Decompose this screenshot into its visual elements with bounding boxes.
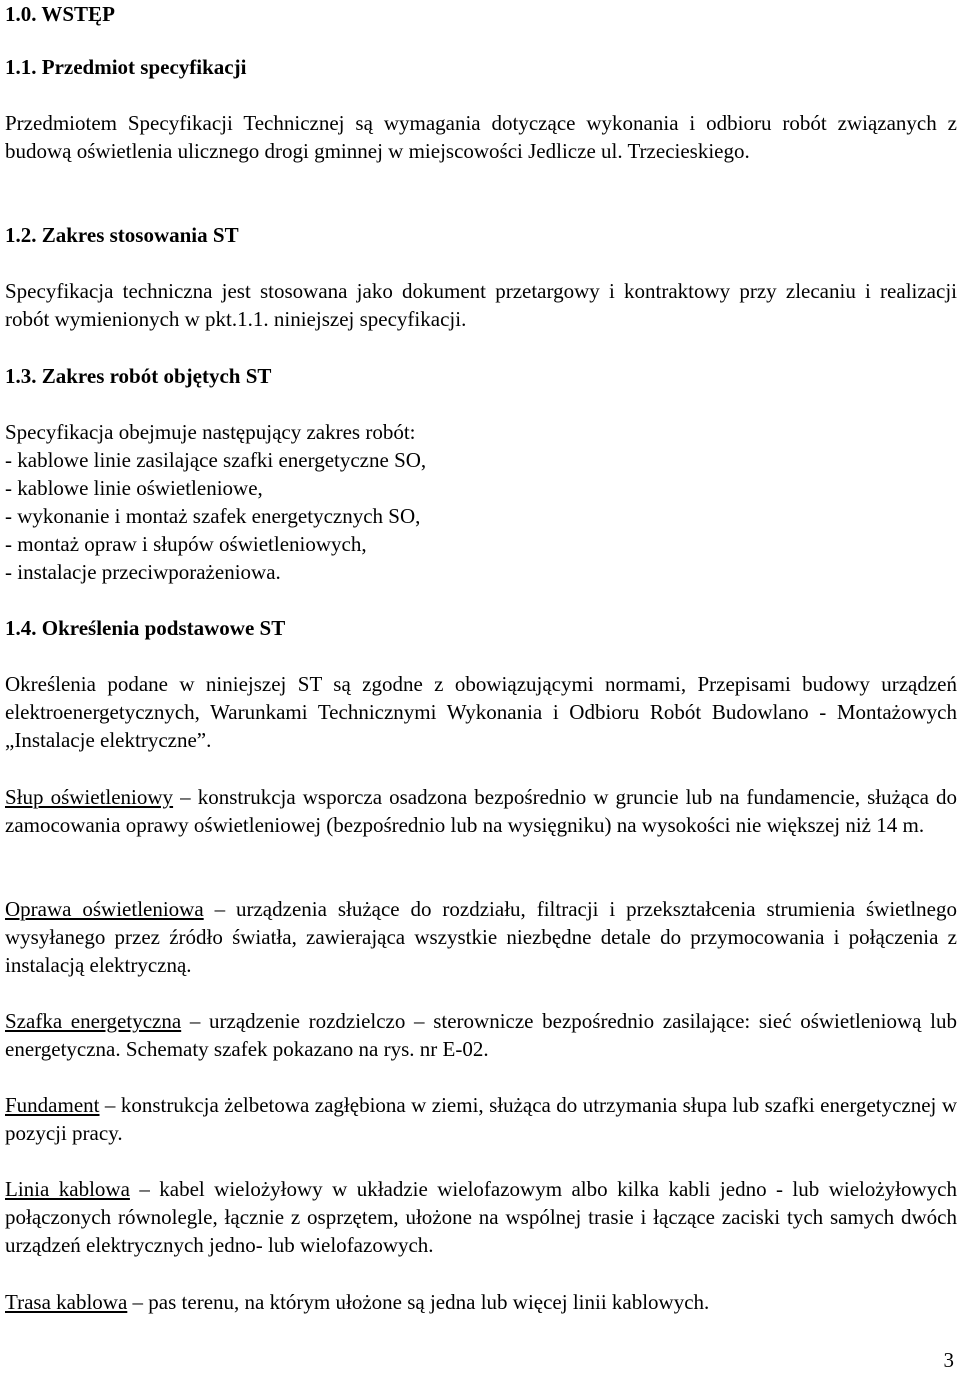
page-number: 3 xyxy=(943,1348,954,1372)
definition-text: – konstrukcja żelbetowa zagłębiona w ziemi, służąca do utrzymania słupa lub szafki energetycznej w pozycji pracy. xyxy=(5,1093,957,1145)
definition-paragraph xyxy=(5,1175,957,1259)
definition-text: – pas terenu, na którym ułożone są jedna lub więcej linii kablowych. xyxy=(127,1290,710,1314)
definition-term: Trasa kablowa xyxy=(5,1290,128,1314)
scope-intro: Specyfikacja obejmuje następujący zakres robót: xyxy=(5,420,416,444)
definition-text: – urządzenie rozdzielczo – sterownicze bezpośrednio zasilające: sieć oświetleniową lub energetyczna. Schematy szafek pokazano na rys. nr E-02. xyxy=(5,1009,958,1061)
scope-item: - kablowe linie oświetleniowe, xyxy=(5,476,263,500)
scope-item: - montaż opraw i słupów oświetleniowych, xyxy=(5,532,367,556)
section-1-1-body: Przedmiotem Specyfikacji Technicznej są wymagania dotyczące wykonania i odbioru robót związanych z budową oświetlenia ulicznego drogi gminnej w miejscowości Jedlicze ul. Trzecieskiego. xyxy=(5,111,957,163)
definition-term: Oprawa oświetleniowa xyxy=(5,897,204,921)
definition-paragraph xyxy=(5,895,957,979)
scope-item: - kablowe linie zasilające szafki energetyczne SO, xyxy=(5,448,427,472)
definition-text: – konstrukcja wsporcza osadzona bezpośrednio w gruncie lub na fundamencie, służąca do zamocowania oprawy oświetleniowej (bezpośrednio lub na wysięgniku) na wysokości nie większej niż 14 m. xyxy=(5,785,957,837)
definition-term: Słup oświetleniowy xyxy=(5,785,174,809)
definition-term: Szafka energetyczna xyxy=(5,1009,182,1033)
definition-text: – kabel wielożyłowy w układzie wielofazowym albo kilka kabli jedno - lub wielożyłowych połączonych równolegle, łącznie z osprzętem, ułożone na wspólnej trasie i łączące zaciski tych samych dwóch urządzeń elektrycznych jedno- lub wielofazowych. xyxy=(5,1177,957,1257)
section-1-3-scope-list xyxy=(5,418,426,586)
definition-paragraph xyxy=(5,1007,957,1063)
definition-term: Linia kablowa xyxy=(5,1177,130,1201)
section-1-1-heading: 1.1. Przedmiot specyfikacji xyxy=(5,55,247,79)
section-1-3-heading: 1.3. Zakres robót objętych ST xyxy=(5,364,272,388)
definition-paragraph xyxy=(5,1288,957,1316)
main-heading: 1.0. WSTĘP xyxy=(5,2,115,26)
scope-item: - wykonanie i montaż szafek energetycznych SO, xyxy=(5,504,421,528)
scope-item: - instalacje przeciwporażeniowa. xyxy=(5,560,281,584)
definition-paragraph xyxy=(5,783,957,839)
definition-text: – urządzenia służące do rozdziału, filtracji i przekształcenia strumienia świetlnego wysyłanego przez źródło światła, zawierająca wszystkie niezbędne detale do przymocowania i połączenia z instalacją elektryczną. xyxy=(5,897,957,977)
section-1-4-intro: Określenia podane w niniejszej ST są zgodne z obowiązującymi normami, Przepisami budowy urządzeń elektroenergetycznych, Warunkami Technicznymi Wykonania i Odbioru Robót Budowlano - Montażowych „Instalacje elektryczne”. xyxy=(5,672,957,752)
section-1-2-heading: 1.2. Zakres stosowania ST xyxy=(5,223,239,247)
section-1-4-heading: 1.4. Określenia podstawowe ST xyxy=(5,616,286,640)
definition-term: Fundament xyxy=(5,1093,100,1117)
section-1-2-body: Specyfikacja techniczna jest stosowana jako dokument przetargowy i kontraktowy przy zlecaniu i realizacji robót wymienionych w pkt.1.1. niniejszej specyfikacji. xyxy=(5,279,957,331)
definition-paragraph xyxy=(5,1091,957,1147)
